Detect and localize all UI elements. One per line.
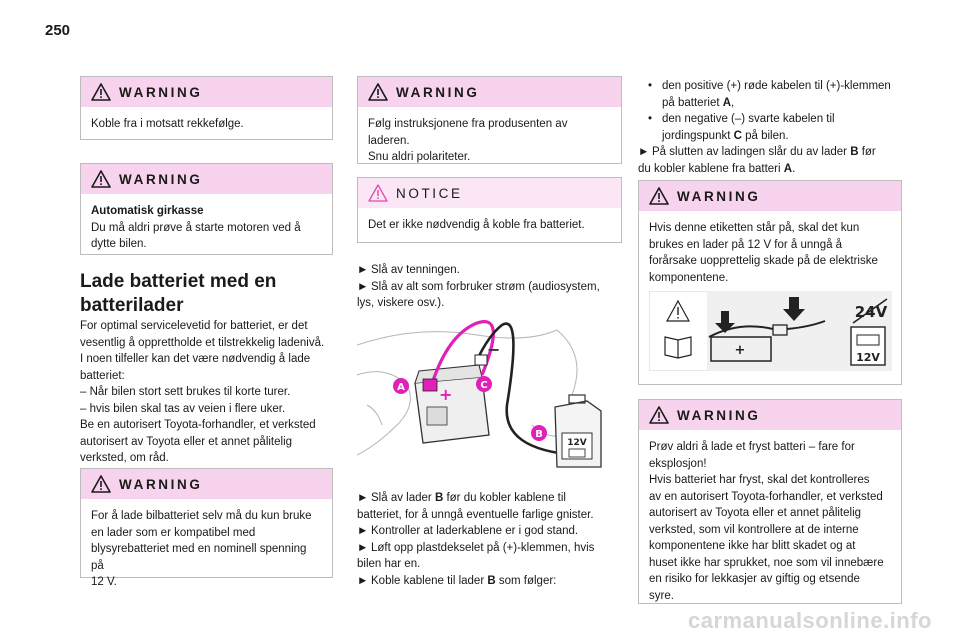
charger-voltage-label: 12V — [567, 438, 587, 448]
warning-text-line: en risiko for lekkasjer av giftig og etsende — [649, 573, 860, 585]
step-item: ► Koble kablene til lader B som følger: — [357, 574, 557, 587]
warning-text-line: komponentene. — [649, 271, 729, 284]
label-a: A — [397, 382, 405, 393]
step-item: ► Løft opp plastdekselet på (+)-klemmen, hvis — [357, 541, 595, 554]
label-24v: 24V — [854, 303, 888, 321]
step-item: ► Slå av tenningen. — [357, 264, 460, 276]
step-continuation: batteriet, for å unngå eventuelle farlige gnister. — [357, 508, 594, 521]
warning-text-line: Snu aldri polariteter. — [368, 151, 471, 163]
warning-box-reverse-order — [80, 76, 333, 140]
warning-text-line: For å lade bilbatteriet selv må du kun bruke — [91, 510, 312, 522]
steps-list-1 — [357, 262, 625, 312]
step-item: ► Kontroller at laderkablene er i god stand. — [357, 525, 579, 537]
notice-box-no-disconnect — [357, 177, 622, 243]
warning-box-automatic-gearbox — [80, 163, 333, 255]
bullet-item: • den negative (–) svarte kabelen til — [648, 113, 835, 125]
warning-triangle-icon — [649, 406, 669, 424]
warning-title: WARNING — [396, 84, 480, 100]
warning-header — [358, 77, 621, 107]
warning-text-line: en lader som er kompatibel med — [91, 526, 256, 539]
warning-text-line: verksted, som vil kontrollere at de interne — [649, 523, 859, 536]
warning-box-manufacturer-instructions — [357, 76, 622, 164]
label-c: C — [480, 380, 488, 391]
warning-triangle-icon — [368, 83, 388, 101]
warning-text-line: syre. — [649, 589, 674, 602]
step-continuation: lys, viskere osv.). — [357, 297, 445, 309]
warning-triangle-icon — [91, 83, 111, 101]
24v-warning-label — [649, 291, 892, 371]
warning-box-compatible-charger — [80, 468, 333, 588]
footer-watermark: carmanualsonline.info — [688, 608, 932, 633]
plus-sign: + — [439, 385, 453, 404]
red-clamp — [423, 379, 437, 391]
warning-text-line: Følg instruksjonene fra produsenten av — [368, 118, 568, 130]
notice-text: Det er ikke nødvendig å koble fra batteriet. — [368, 219, 585, 231]
connection-bullets — [638, 78, 908, 177]
steps-list-2 — [357, 490, 625, 589]
battery-charging-illustration — [357, 315, 625, 475]
warning-title: WARNING — [677, 407, 761, 423]
label-b: B — [535, 429, 543, 440]
step-item: ► Slå av alt som forbruker strøm (audiosystem, — [357, 280, 600, 293]
intro-paragraph: For optimal servicelevetid for batteriet, er det vesentlig å opprettholde et tilstrekkelig ladenivå. I noen tilfeller kan det være nødvendig å lade batteriet: – Når bilen stort sett brukes til korte turer. – hvis bilen skal tas av veien i flere uker. Be en autorisert Toyota-forhandler, et verksted autorisert av Toyota eller et annet pålitelig verksted, om råd. — [80, 320, 325, 464]
warning-header — [639, 181, 901, 211]
notice-header — [358, 178, 621, 208]
step-continuation: du kobler kablene fra batteri A. — [638, 162, 796, 175]
warning-title: WARNING — [119, 84, 203, 100]
warning-text-line: Prøv aldri å lade et fryst batteri – fare for — [649, 441, 855, 453]
warning-text-line: huset ikke har sprukket, noe som vil innebære — [649, 556, 884, 569]
warning-subtitle: Automatisk girkasse — [91, 205, 204, 217]
label-12v: 12V — [856, 351, 880, 364]
page-number: 250 — [45, 22, 71, 39]
step-item: ► På slutten av ladingen slår du av lader B før — [638, 146, 876, 158]
warning-text-line: forårsake uopprettelig skade på de elektriske — [649, 255, 878, 267]
warning-title: WARNING — [119, 171, 203, 187]
warning-text-line: laderen. — [368, 134, 410, 147]
warning-text-line: av en autorisert Toyota-forhandler, et verksted — [649, 490, 883, 503]
warning-header — [639, 400, 901, 430]
bullet-item: • den positive (+) røde kabelen til (+)-klemmen — [648, 80, 891, 92]
bullet-continuation: jordingspunkt C på bilen. — [662, 129, 789, 142]
notice-triangle-icon — [368, 184, 388, 202]
black-clamp — [475, 355, 487, 365]
warning-box-label-24v — [638, 180, 902, 385]
warning-triangle-icon — [91, 475, 111, 493]
warning-triangle-icon — [649, 187, 669, 205]
warning-header — [81, 77, 332, 107]
notice-title: NOTICE — [396, 185, 463, 201]
warning-text-line: blysyrebatteriet med en nominell spenning på — [91, 543, 307, 572]
warning-triangle-icon — [91, 170, 111, 188]
warning-header — [81, 469, 332, 499]
warning-text: Koble fra i motsatt rekkefølge. — [91, 118, 244, 130]
warning-header — [81, 164, 332, 194]
warning-text-line: 12 V. — [91, 576, 117, 588]
bullet-continuation: på batteriet A, — [662, 96, 735, 109]
warning-title: WARNING — [677, 188, 761, 204]
svg-text:+: + — [734, 343, 746, 358]
warning-text-line: Hvis denne etiketten står på, skal det kun — [649, 222, 860, 234]
step-item: ► Slå av lader B før du kobler kablene til — [357, 492, 566, 504]
warning-text-line: Hvis batteriet har fryst, skal det kontrolleres — [649, 474, 870, 486]
warning-text-line: eksplosjon! — [649, 457, 707, 470]
warning-box-frozen-battery — [638, 399, 902, 604]
minus-sign: − — [487, 340, 501, 359]
warning-text-line: brukes en lader på 12 V for å unngå å — [649, 238, 843, 251]
section-heading: Lade batteriet med en batterilader — [80, 271, 277, 316]
warning-title: WARNING — [119, 476, 203, 492]
step-continuation: bilen har en. — [357, 558, 421, 570]
warning-text-line: Du må aldri prøve å starte motoren ved å — [91, 221, 301, 234]
warning-text-line: komponentene ikke har blitt skadet og at — [649, 540, 856, 552]
warning-text-line: autorisert av Toyota eller et annet pålitelig — [649, 507, 862, 519]
warning-text-line: dytte bilen. — [91, 238, 147, 250]
